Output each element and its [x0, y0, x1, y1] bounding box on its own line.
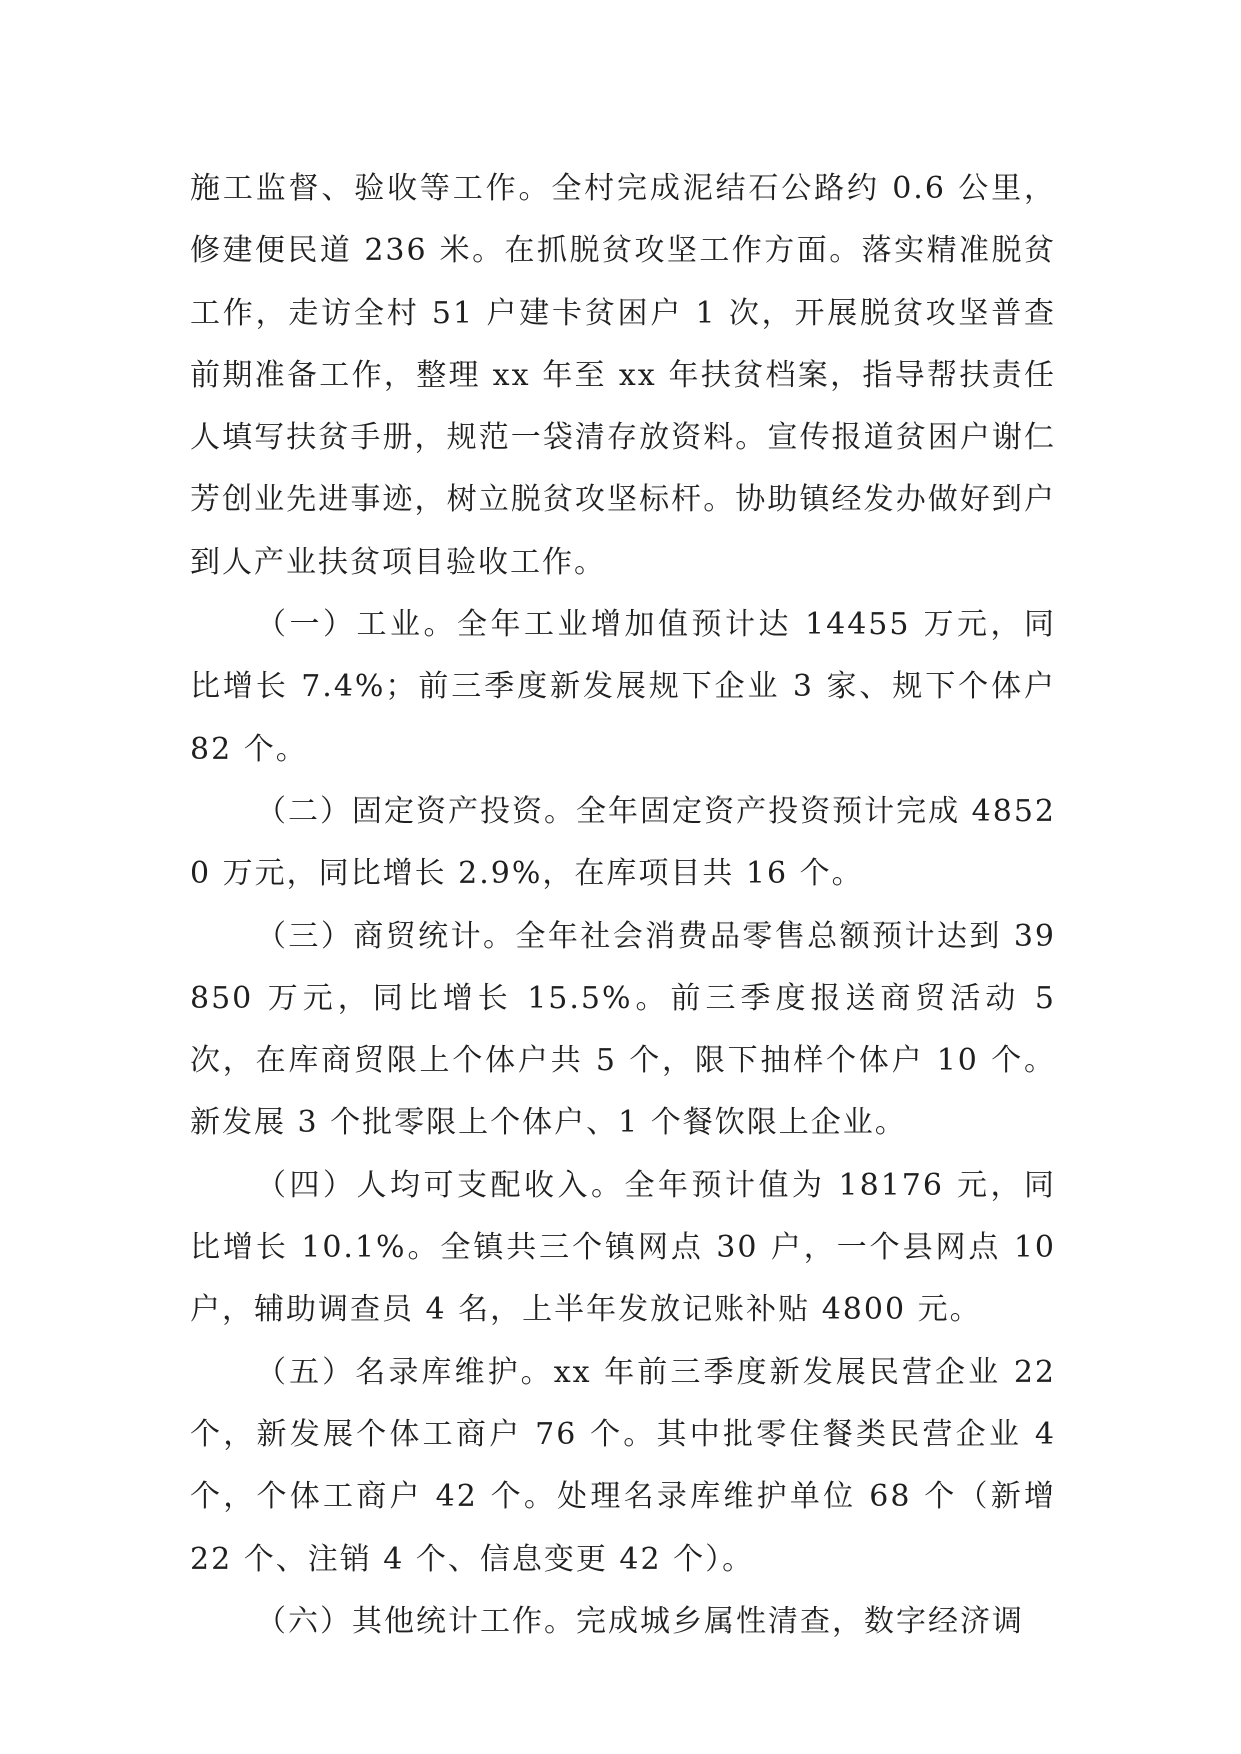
paragraph-directory-maintenance: （五）名录库维护。xx 年前三季度新发展民营企业 22 个，新发展个体工商户 76 个。其中批零住餐类民营企业 4 个，个体工商户 42 个。处理名录库维护单位 68 个（新增 22 个、注销 4 个、信息变更 42 个）。 [190, 1354, 1056, 1577]
paragraph-trade-statistics: （三）商贸统计。全年社会消费品零售总额预计达到 39850 万元，同比增长 15.5%。前三季度报送商贸活动 5 次，在库商贸限上个体户共 5 个，限下抽样个体户 10 个。新发展 3 个批零限上个体户、1 个餐饮限上企业。 [190, 918, 1056, 1141]
paragraph-other-statistics: （六）其他统计工作。完成城乡属性清查，数字经济调 [256, 1603, 1024, 1639]
paragraph-industry: （一）工业。全年工业增加值预计达 14455 万元，同比增长 7.4%；前三季度新发展规下企业 3 家、规下个体户 82 个。 [190, 607, 1056, 767]
paragraph-poverty-alleviation: 施工监督、验收等工作。全村完成泥结石公路约 0.6 公里，修建便民道 236 米。在抓脱贫攻坚工作方面。落实精准脱贫工作，走访全村 51 户建卡贫困户 1 次，开展脱贫攻坚普查前期准备工作，整理 xx 年至 xx 年扶贫档案，指导帮扶责任人填写扶贫手册，规范一袋清存放资料。宣传报道贫困户谢仁芳创业先进事迹，树立脱贫攻坚标杆。协助镇经发办做好到户到人产业扶贫项目验收工作。 [190, 171, 1056, 580]
paragraph-fixed-asset-investment: （二）固定资产投资。全年固定资产投资预计完成 48520 万元，同比增长 2.9%，在库项目共 16 个。 [190, 793, 1056, 892]
paragraph-disposable-income: （四）人均可支配收入。全年预计值为 18176 元，同比增长 10.1%。全镇共三个镇网点 30 户，一个县网点 10 户，辅助调查员 4 名，上半年发放记账补贴 4800 元。 [190, 1167, 1056, 1328]
document-body [190, 158, 1056, 1653]
